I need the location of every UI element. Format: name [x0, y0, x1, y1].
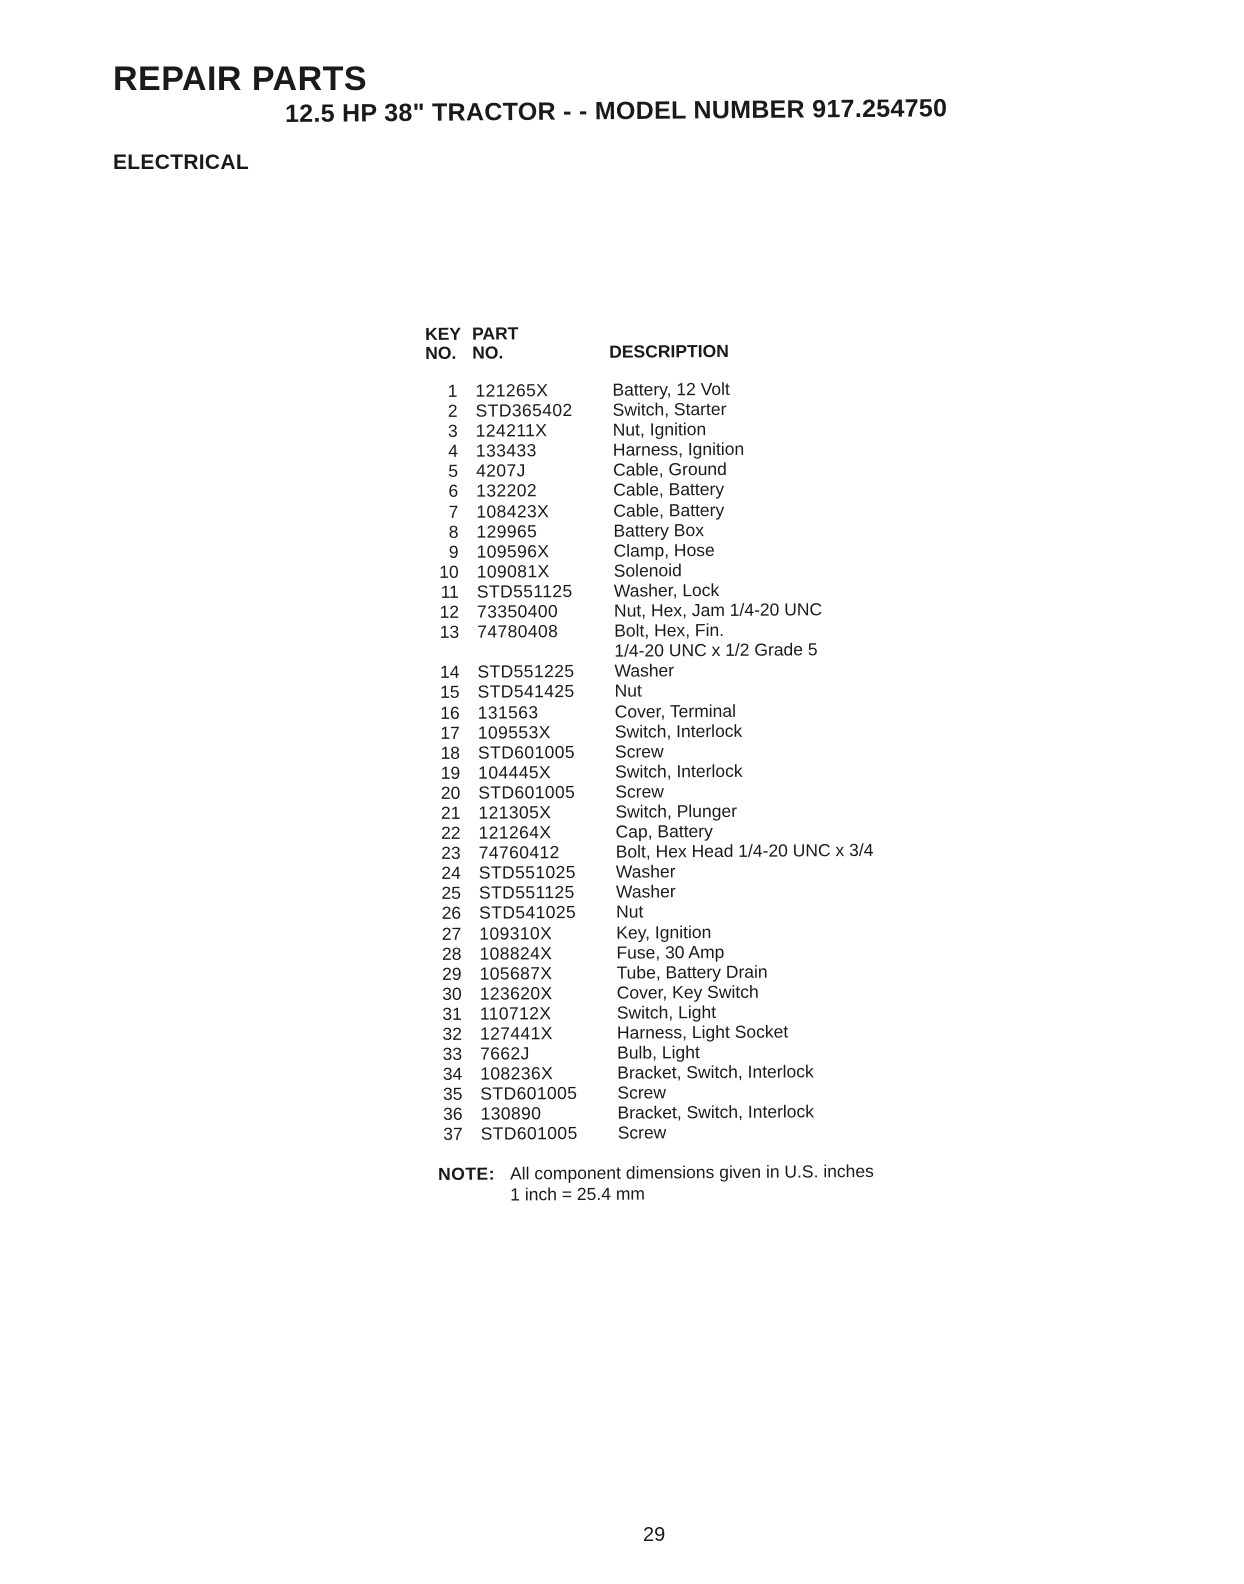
part-number: STD551225 — [477, 661, 575, 682]
part-number: STD365402 — [475, 400, 573, 421]
key-number: 31 — [442, 1003, 462, 1024]
key-number: 34 — [442, 1063, 463, 1085]
part-number: STD551125 — [476, 580, 573, 602]
part-description: Switch, Interlock — [615, 760, 743, 782]
key-number: 12 — [439, 601, 460, 622]
part-number: STD551025 — [478, 862, 576, 883]
part-description: Washer — [614, 660, 675, 681]
part-description: Washer, Lock — [613, 579, 720, 601]
note-conversion: 1 inch = 25.4 mm — [510, 1183, 646, 1205]
key-number: 26 — [441, 903, 462, 924]
part-description: Nut, Ignition — [612, 419, 707, 440]
part-number: 108423X — [476, 500, 550, 522]
section-label: ELECTRICAL — [113, 151, 249, 174]
part-description: Harness, Light Socket — [616, 1021, 789, 1043]
part-description: Cable, Battery — [613, 499, 725, 521]
page-title: REPAIR PARTS — [113, 60, 368, 98]
part-description: Cover, Terminal — [614, 700, 737, 722]
part-description: Switch, Interlock — [614, 720, 743, 742]
part-number: STD541425 — [477, 681, 575, 703]
part-number: 104445X — [478, 761, 552, 783]
key-number: 35 — [442, 1084, 463, 1105]
part-number: 132202 — [476, 480, 538, 502]
part-number: 121265X — [475, 380, 549, 401]
part-description: Washer — [615, 861, 676, 882]
part-number: STD601005 — [478, 781, 576, 803]
part-number: 108236X — [480, 1063, 554, 1084]
part-description: Screw — [615, 781, 664, 802]
part-number: 109553X — [477, 721, 551, 743]
part-description: Nut, Hex, Jam 1/4-20 UNC — [613, 599, 823, 621]
part-description: Bracket, Switch, Interlock — [617, 1101, 815, 1124]
part-number: 121305X — [478, 802, 552, 823]
column-header-part-no — [472, 324, 532, 362]
part-number: STD551125 — [478, 882, 575, 903]
part-description: Fuse, 30 Amp — [616, 941, 725, 963]
key-number: 17 — [440, 722, 460, 743]
page-number: 29 — [643, 1524, 666, 1546]
key-number: 24 — [441, 863, 461, 884]
table-header — [425, 319, 945, 381]
column-header-part-line2: NO. — [472, 342, 504, 363]
table-row — [427, 618, 947, 662]
key-number: 5 — [448, 461, 459, 482]
part-number: 74780408 — [477, 621, 559, 642]
column-header-key-no — [425, 325, 465, 363]
part-description: Cap, Battery — [615, 821, 713, 842]
part-description: Key, Ignition — [616, 921, 712, 943]
key-number: 6 — [448, 481, 459, 502]
key-number: 21 — [440, 802, 461, 823]
key-number: 27 — [441, 923, 462, 944]
part-description-continued: 1/4-20 UNC x 1/2 Grade 5 — [614, 639, 818, 661]
part-number: 131563 — [477, 701, 539, 723]
part-description: Switch, Light — [616, 1001, 717, 1023]
part-description: Bulb, Light — [617, 1042, 700, 1063]
key-number: 29 — [442, 963, 462, 984]
key-number: 23 — [441, 842, 461, 864]
column-header-key-line2: NO. — [425, 342, 457, 363]
part-number: 7662J — [480, 1043, 530, 1064]
part-number: 4207J — [475, 460, 526, 482]
key-number: 10 — [439, 561, 459, 582]
key-number: 18 — [440, 742, 461, 763]
part-number: 124211X — [475, 420, 548, 441]
part-description: Solenoid — [613, 560, 682, 581]
key-number: 1 — [447, 380, 458, 401]
key-number: 2 — [447, 400, 458, 421]
parts-table — [425, 319, 951, 1144]
key-number: 28 — [441, 943, 462, 964]
column-header-part-line1: PART — [472, 323, 519, 344]
part-description: Cable, Battery — [613, 479, 725, 501]
part-number: 133433 — [475, 440, 537, 461]
key-number: 36 — [442, 1104, 463, 1125]
column-header-description: DESCRIPTION — [609, 340, 729, 362]
part-number: STD601005 — [477, 741, 576, 763]
part-description: Harness, Ignition — [612, 439, 745, 460]
note-label: NOTE: — [438, 1163, 496, 1184]
part-description: Nut — [616, 901, 644, 923]
part-number: 123620X — [479, 982, 553, 1004]
part-number: 121264X — [478, 822, 552, 843]
part-description: Battery Box — [613, 519, 704, 541]
column-header-key-line1: KEY — [425, 323, 462, 344]
key-number: 16 — [440, 702, 460, 723]
part-description: Clamp, Hose — [613, 539, 715, 561]
key-number: 33 — [442, 1043, 463, 1064]
part-description: Cover, Key Switch — [616, 981, 759, 1003]
key-number: 25 — [441, 883, 462, 904]
key-number: 15 — [440, 682, 460, 703]
note-line-1 — [438, 1161, 874, 1185]
key-number: 37 — [443, 1124, 463, 1145]
part-description: Switch, Plunger — [615, 800, 738, 822]
part-description: Nut — [614, 680, 642, 702]
part-number: 109310X — [479, 922, 553, 944]
part-number: 110712X — [479, 1003, 552, 1024]
part-description: Cable, Ground — [612, 459, 727, 481]
note — [438, 1161, 874, 1206]
part-description: Bracket, Switch, Interlock — [617, 1061, 814, 1083]
part-description: Switch, Starter — [612, 398, 727, 420]
key-number: 22 — [441, 822, 461, 843]
part-number: STD601005 — [480, 1083, 578, 1104]
part-number: 74760412 — [478, 842, 560, 863]
key-number: 20 — [440, 782, 461, 803]
part-description: Screw — [614, 741, 664, 762]
part-description: Bolt, Hex, Fin. — [614, 620, 725, 641]
part-number: 127441X — [479, 1023, 553, 1044]
part-number: 130890 — [480, 1103, 542, 1125]
part-number: 105687X — [479, 962, 553, 984]
model-subtitle: 12.5 HP 38" TRACTOR - - MODEL NUMBER 917.254750 — [284, 94, 948, 128]
key-number: 32 — [442, 1023, 463, 1044]
part-number: 108824X — [479, 942, 553, 964]
key-number: 30 — [442, 983, 462, 1004]
key-number: 7 — [448, 501, 459, 522]
part-number: STD601005 — [480, 1123, 578, 1145]
part-number: 109596X — [476, 540, 550, 562]
part-number: 109081X — [476, 560, 550, 582]
part-description: Screw — [617, 1122, 667, 1144]
part-description: Battery, 12 Volt — [612, 378, 730, 400]
key-number: 11 — [440, 581, 459, 602]
key-number: 4 — [448, 441, 458, 462]
parts-list — [425, 377, 950, 1144]
key-number: 14 — [439, 662, 460, 683]
note-text: All component dimensions given in U.S. inches — [509, 1160, 874, 1184]
key-number: 8 — [448, 521, 459, 542]
part-description: Bolt, Hex Head 1/4-20 UNC x 3/4 — [615, 840, 874, 862]
part-number: 129965 — [476, 520, 538, 542]
part-description: Tube, Battery Drain — [616, 961, 768, 983]
part-number: STD541025 — [479, 902, 577, 924]
key-number: 13 — [439, 621, 460, 643]
key-number: 3 — [447, 420, 458, 442]
key-number: 19 — [440, 762, 461, 783]
part-description: Screw — [617, 1082, 667, 1103]
part-description: Washer — [615, 881, 676, 903]
table-row — [431, 1121, 951, 1145]
key-number: 9 — [448, 541, 459, 562]
part-number: 73350400 — [476, 601, 559, 622]
